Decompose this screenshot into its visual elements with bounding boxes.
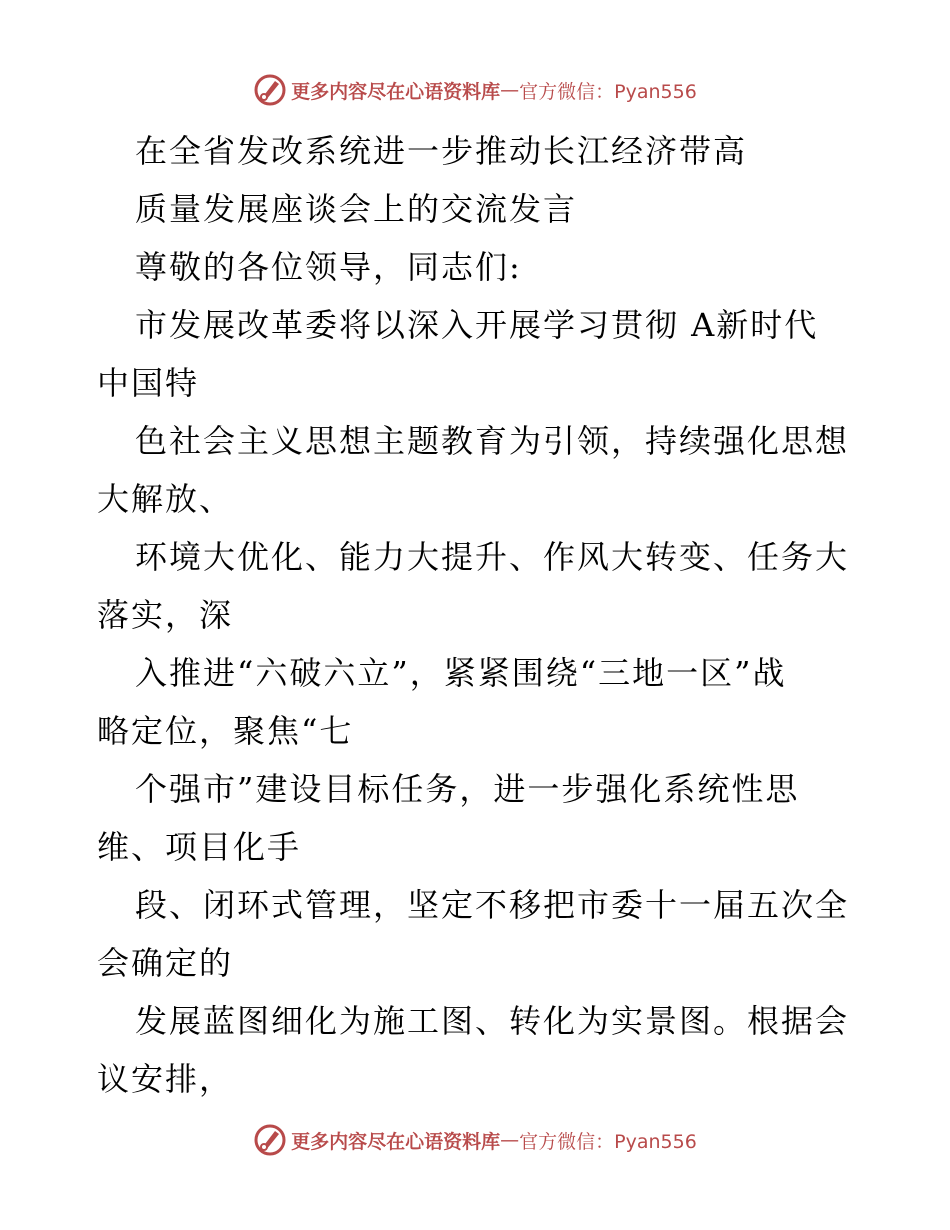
paragraph-line: 环境大优化、能力大提升、作风大转变、任务大: [135, 538, 850, 576]
banner-site-name: 更多内容尽在心语资料库: [291, 80, 501, 103]
title-line-2: 质量发展座谈会上的交流发言: [135, 190, 578, 228]
footer-banner: [0, 1120, 950, 1160]
salutation: 尊敬的各位领导，同志们:: [135, 248, 522, 286]
banner-separator: —: [500, 79, 520, 101]
paragraph-line: 入推进“六破六立”，紧紧围绕“三地一区”战: [135, 654, 787, 692]
paragraph-line: 中国特: [97, 364, 200, 402]
banner-wechat-id: 官方微信：Pyan556: [519, 80, 697, 103]
title-line-1: 在全省发改系统进一步推动长江经济带高: [135, 132, 748, 170]
header-banner: [0, 70, 950, 110]
paragraph-line: 大解放、: [97, 480, 234, 518]
paragraph-line: 段、闭环式管理，坚定不移把市委十一届五次全: [135, 886, 850, 924]
paragraph-line: 维、项目化手: [97, 828, 302, 866]
paragraph-line: 市发展改革委将以深入开展学习贯彻 A新时代: [135, 306, 819, 344]
banner-wechat-id: 官方微信：Pyan556: [519, 1130, 697, 1153]
paragraph-line: 会确定的: [97, 944, 234, 982]
paragraph-line: 发展蓝图细化为施工图、转化为实景图。根据会: [135, 1002, 850, 1040]
paragraph-line: 落实，深: [97, 596, 234, 634]
banner-site-name: 更多内容尽在心语资料库: [291, 1130, 501, 1153]
paragraph-line: 议安排，: [97, 1060, 234, 1098]
paragraph-line: 略定位，聚焦“七: [97, 712, 354, 750]
banner-separator: —: [500, 1129, 520, 1151]
paragraph-line: 色社会主义思想主题教育为引领，持续强化思想: [135, 422, 850, 460]
document-body: [97, 122, 867, 1108]
paragraph-line: 个强市”建设目标任务，进一步强化系统性思: [135, 770, 800, 808]
quill-logo-icon: [253, 1123, 287, 1157]
quill-logo-icon: [253, 73, 287, 107]
